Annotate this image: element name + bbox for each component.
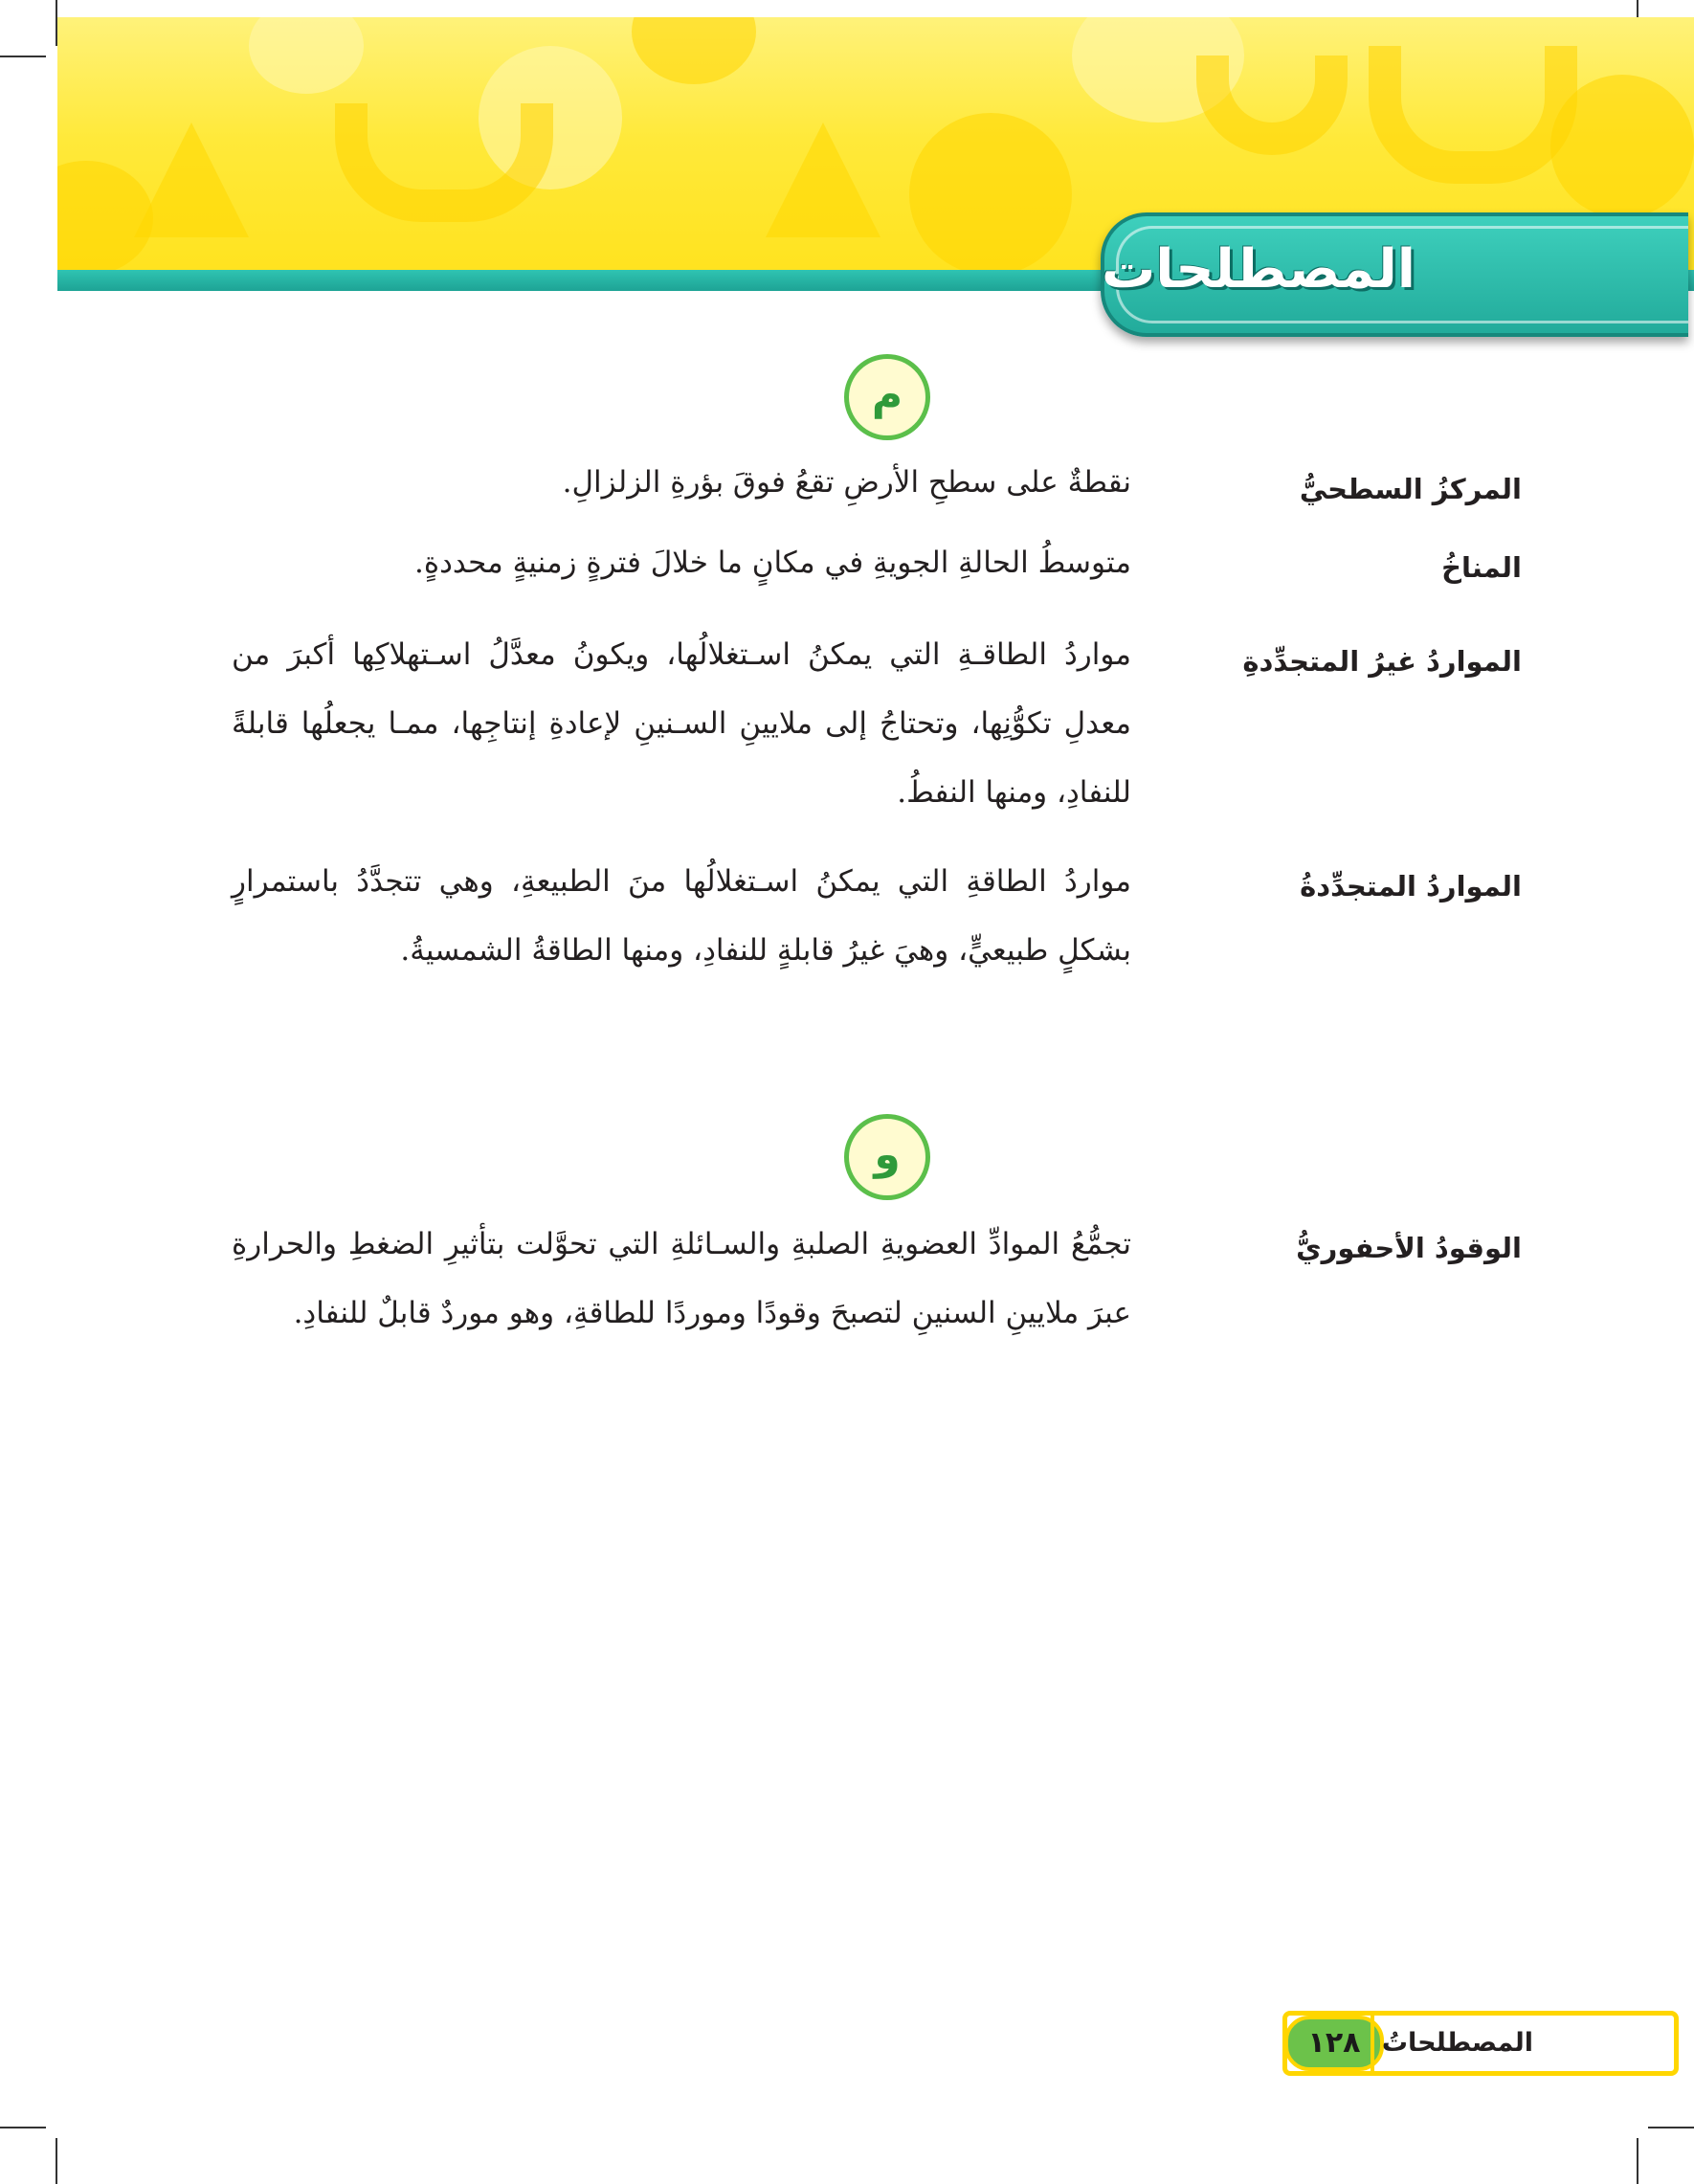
banner-decoration: [249, 17, 364, 94]
glossary-definition: نقطةٌ على سطحِ الأرضِ تقعُ فوقَ بؤرةِ الزلزالِ.: [562, 465, 1131, 500]
banner-decoration: [134, 123, 249, 237]
crop-mark: [0, 2127, 46, 2128]
crop-mark: [1637, 2138, 1638, 2184]
banner-decoration: [766, 123, 880, 237]
glossary-term: المواردُ المتجدِّدةُ: [1300, 870, 1522, 903]
page-title: المصطلحات: [1101, 238, 1415, 301]
banner-decoration: [632, 17, 756, 84]
glossary-definition: تجمُّعُ الموادِّ العضويةِ الصلبةِ والسـائلةِ التي تحوَّلت بتأثيرِ الضغطِ والحرارةِ عبرَ ملايينِ السنينِ لتصبحَ وقودًا وموردًا للطاقةِ، وهو موردٌ قابلٌ للنفادِ.: [232, 1227, 1131, 1330]
page-number: ١٢٨: [1284, 2016, 1384, 2071]
crop-mark: [1648, 2127, 1694, 2128]
glossary-definition: مواردُ الطاقةِ التي يمكنُ اسـتغلالُها منَ الطبيعةِ، وهي تتجدَّدُ باستمرارٍ بشكلٍ طبيعيٍّ، وهيَ غيرُ قابلةٍ للنفادِ، ومنها الطاقةُ الشمسيةُ.: [232, 864, 1131, 968]
section-letter: م: [844, 354, 930, 440]
glossary-term: المناخُ: [1441, 551, 1522, 584]
glossary-term: المركزُ السطحيُّ: [1299, 473, 1522, 505]
crop-mark: [56, 2138, 57, 2184]
glossary-term: المواردُ غيرُ المتجدِّدةِ: [1242, 645, 1522, 678]
section-letter: و: [844, 1114, 930, 1200]
banner-decoration: [909, 113, 1072, 276]
banner-decoration: [1196, 56, 1348, 155]
glossary-definition: متوسطُ الحالةِ الجويةِ في مكانٍ ما خلالَ فترةٍ زمنيةٍ محددةٍ.: [413, 546, 1131, 580]
banner-decoration: [1369, 46, 1577, 184]
banner-decoration: [335, 103, 553, 222]
glossary-term: الوقودُ الأحفوريُّ: [1296, 1232, 1522, 1264]
footer-title: المصطلحاتُ: [1381, 2028, 1533, 2058]
crop-mark: [0, 56, 46, 57]
glossary-definition: مواردُ الطاقـةِ التي يمكنُ اسـتغلالُها، ويكونُ معدَّلُ اسـتهلاكِها أكبرَ من معدلِ تكوُّنِها، وتحتاجُ إلى ملايينِ السـنينِ لإعادةِ إنتاجِها، ممـا يجعلُها قابلةً للنفادِ، ومنها النفطُ.: [232, 637, 1131, 810]
